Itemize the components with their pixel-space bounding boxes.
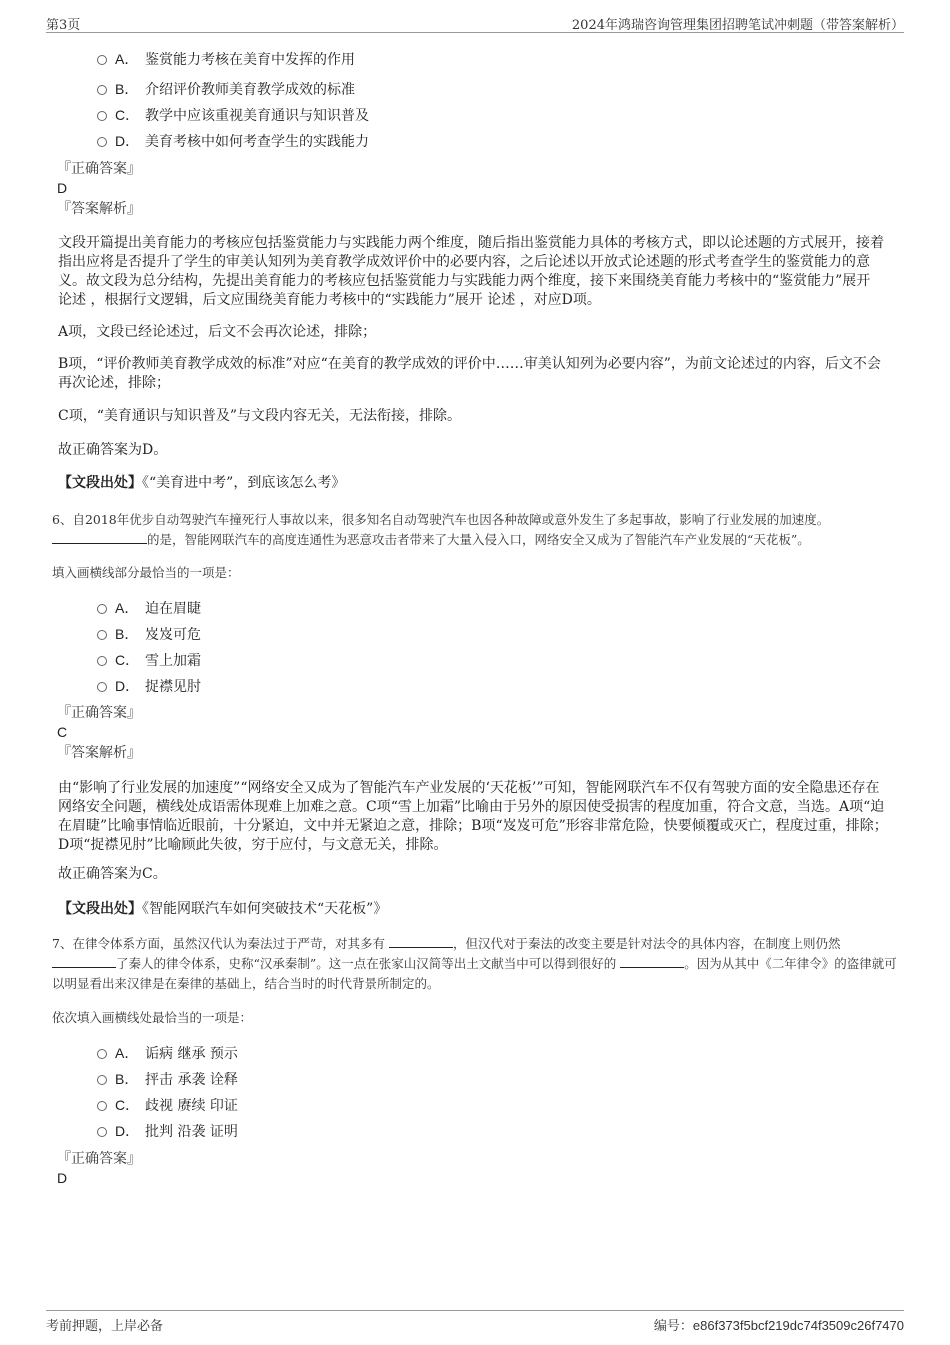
q6-analysis-label: 『答案解析』 — [57, 745, 141, 761]
q6-option-a[interactable]: A． 迫在眉睫 — [97, 598, 201, 619]
q5-analysis-b: B项，“评价教师美育教学成效的标准”对应“在美育的教学成效的评价中……审美认知列为必要内容”，为前文论述过的内容，后文不会再次论述，排除； — [58, 356, 881, 391]
fill-blank-1 — [389, 935, 453, 948]
fill-blank — [52, 531, 147, 544]
q5-option-d[interactable]: D． 美育考核中如何考查学生的实践能力 — [97, 131, 369, 152]
q5-analysis-conclusion: 故正确答案为D。 — [58, 442, 168, 458]
fill-blank-2 — [52, 955, 116, 968]
radio-icon[interactable] — [97, 604, 107, 614]
q7-answer-label: 『正确答案』 — [57, 1151, 141, 1167]
radio-icon[interactable] — [97, 111, 107, 121]
q7-option-c[interactable]: C． 歧视 赓续 印证 — [97, 1095, 238, 1116]
source-label: 【文段出处】 — [58, 475, 142, 491]
page-number: 第3页 — [46, 18, 81, 33]
q5-analysis-c: C项，“美育通识与知识普及”与文段内容无关，无法衔接，排除。 — [58, 408, 462, 424]
q6-stem: 6、自2018年优步自动驾驶汽车撞死行人事故以来，很多知名自动驾驶汽车也因各种故障或意外发生了多起事故，影响了行业发展的加速度。 的是，智能网联汽车的高度连通性为恶意攻击者带来了大量入侵入口，网络安全又成为了智能汽车产业发展的“天花板”。 — [52, 512, 830, 547]
q5-analysis-a: A项，文段已经论述过，后文不会再次论述，排除； — [58, 324, 377, 340]
q5-option-b[interactable]: B． 介绍评价教师美育教学成效的标准 — [97, 79, 355, 100]
page-footer — [46, 1310, 904, 1336]
radio-icon[interactable] — [97, 630, 107, 640]
q5-source — [58, 473, 345, 493]
radio-icon[interactable] — [97, 1101, 107, 1111]
q7-instruction: 依次填入画横线处最恰当的一项是： — [52, 1010, 253, 1025]
document-title: 2024年鸿瑞咨询管理集团招聘笔试冲刺题（带答案解析） — [571, 18, 904, 33]
document-code: 编号：e86f373f5bcf219dc74f3509c26f7470 — [653, 1318, 904, 1334]
q7-option-a[interactable]: A． 诟病 继承 预示 — [97, 1043, 238, 1064]
q5-option-c[interactable]: C． 教学中应该重视美育通识与知识普及 — [97, 105, 369, 126]
radio-icon[interactable] — [97, 682, 107, 692]
q6-analysis-conclusion: 故正确答案为C。 — [58, 866, 167, 882]
q7-stem: 7、在律令体系方面，虽然汉代认为秦法过于严苛，对其多有 ，但汉代对于秦法的改变主要是针对法令的具体内容，在制度上则仍然 了秦人的律令体系，史称“汉承秦制”。这一点在张家山汉简等出土文献当中可以得到很好的 。因为从其中《二年律令》的盗律就可以明显看出来汉律是在秦律的基础上，结合当时的时代背景所制定的。 — [52, 936, 897, 991]
q6-option-b[interactable]: B． 岌岌可危 — [97, 624, 201, 645]
radio-icon[interactable] — [97, 1049, 107, 1059]
q5-analysis-main: 文段开篇提出美育能力的考核应包括鉴赏能力与实践能力两个维度，随后指出鉴赏能力具体的考核方式，即以论述题的方式展开，接着指出应将是否提升了学生的审美认知列为美育教学成效评价中的必要内容，之后论述以开放式论述题的形式考查学生的鉴赏能力的意义。故文段为总分结构，先提出美育能力的考核应包括鉴赏能力与实践能力两个维度，接下来围绕美育能力考核中的“鉴赏能力”展开 论述 ，根据行文逻辑，后文应围绕美育能力考核中的“实践能力”展开 论述 ，对应D项。 — [58, 235, 884, 308]
q5-option-a[interactable]: A． 鉴赏能力考核在美育中发挥的作用 — [97, 49, 355, 70]
q5-answer: D — [57, 180, 68, 196]
radio-icon[interactable] — [97, 1075, 107, 1085]
footer-slogan: 考前押题，上岸必备 — [46, 1319, 164, 1334]
q7-answer: D — [57, 1170, 68, 1186]
q6-answer: C — [57, 724, 68, 740]
radio-icon[interactable] — [97, 55, 107, 65]
q6-answer-label: 『正确答案』 — [57, 705, 141, 721]
radio-icon[interactable] — [97, 1127, 107, 1137]
q7-option-b[interactable]: B． 抨击 承袭 诠释 — [97, 1069, 238, 1090]
q6-analysis-main: 由“影响了行业发展的加速度”“网络安全又成为了智能汽车产业发展的‘天花板’”可知，智能网联汽车不仅有驾驶方面的安全隐患还存在网络安全问题，横线处成语需体现难上加难之意。C项“雪上加霜”比喻由于另外的原因使受损害的程度加重，符合文意，当选。A项“迫在眉睫”比喻事情临近眼前，十分紧迫，文中并无紧迫之意，排除；B项“岌岌可危”形容非常危险，快要倾覆或灭亡，程度过重，排除；D项“捉襟见肘”比喻顾此失彼，穷于应付，与文意无关，排除。 — [58, 780, 888, 853]
radio-icon[interactable] — [97, 85, 107, 95]
fill-blank-3 — [620, 955, 684, 968]
source-label: 【文段出处】 — [58, 901, 142, 917]
q6-instruction: 填入画横线部分最恰当的一项是： — [52, 565, 240, 580]
q6-option-c[interactable]: C． 雪上加霜 — [97, 650, 201, 671]
q7-option-d[interactable]: D． 批判 沿袭 证明 — [97, 1121, 238, 1142]
page-header — [46, 14, 904, 33]
q6-source — [58, 899, 387, 919]
radio-icon[interactable] — [97, 137, 107, 147]
q5-answer-label: 『正确答案』 — [57, 161, 141, 177]
q6-option-d[interactable]: D． 捉襟见肘 — [97, 676, 201, 697]
radio-icon[interactable] — [97, 656, 107, 666]
source-title: 《智能网联汽车如何突破技术“天花板”》 — [142, 901, 388, 917]
source-title: 《“美育进中考”，到底该怎么考》 — [142, 475, 346, 491]
q5-analysis-label: 『答案解析』 — [57, 201, 141, 217]
